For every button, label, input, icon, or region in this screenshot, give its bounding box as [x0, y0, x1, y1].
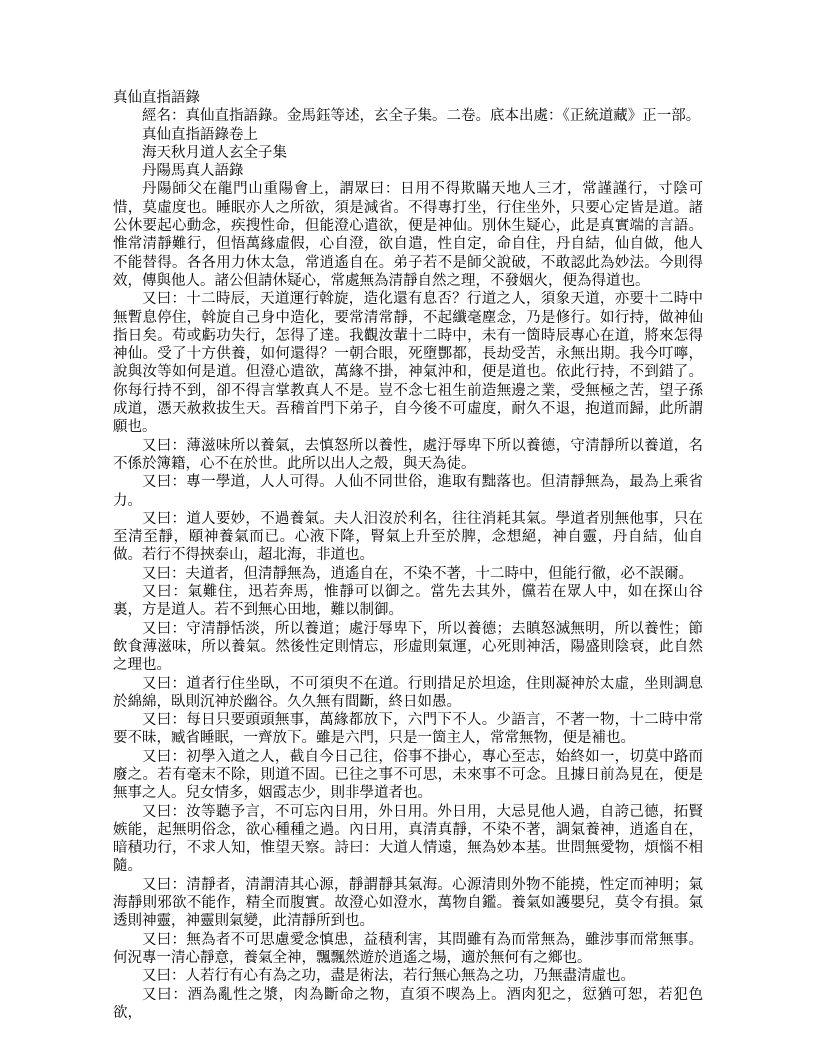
- paragraph: 又曰：每日只要頭頭無事，萬緣都放下，六門下不人。少語言，不著一物，十二時中常要不昧，臧省睡眠，一齊放下。雖是六門，只是一箇主人，常常無物，便是補也。: [113, 712, 703, 747]
- paragraph: 又曰：夫道者，但清靜無為，逍遙自在，不染不著，十二時中，但能行徹，必不誤爾。: [142, 565, 693, 582]
- document-title: 真仙直指語錄: [113, 90, 200, 106]
- paragraph: 又曰：十二時辰，天道運行斡旋，造化還有息否？行道之人，須象天道，亦要十二時中無暫息停住，斡旋自己身中造化，要常清常靜，不起纖毫塵念，乃是修行。如行持，做神仙指日矣。苟或虧功失行，怎得了達。我觀汝輩十二時中，未有一箇時辰專心在道，將來怎得神仙。受了十方供養，如何還得？一朝合眼，死墮酆都，長劫受苦，永無出期。我今叮嚀，說與汝等如何是道。但澄心遣欲，萬緣不掛，神氣沖和，便是道也。依此行持，不到錯了。你每行持不到，卻不得言掌教真人不是。豈不念七祖生前造無邊之業，受無極之苦，望子孫成道，憑天赦救拔生天。吾稽首門下弟子，自今後不可虛度，耐久不退，抱道而歸，此所謂願也。: [113, 291, 703, 436]
- paragraph: 又曰：薄滋味所以養氣，去慎怒所以養性，處汙辱卑下所以養德，守清靜所以養道，名不係於簿籍，心不在於世。此所以出人之殼，與天為徒。: [113, 437, 703, 472]
- paragraph: 丹陽師父在龍門山重陽會上，謂眾曰：日用不得欺瞞天地人三才，常謹謹行，寸陰可惜，莫虛度也。睡眠亦人之所欲，須是減省。不得專打坐，行住坐外，只要心定皆是道。諸公休要起心動念，疾搜性命，但能澄心遣欲，便是神仙。別休生疑心，此是真實端的言語。惟常清靜難行，但悟萬緣虛假，心自澄，欲自遣，性自定，命自住，丹自結，仙自做，他人不能替得。各各用力休太急，常逍遙自在。弟子若不是師父說破，不敢認此為妙法。今則得效，傳與他人。諸公但請休疑心，常處無為清靜自然之理，不發姻火，便為得道也。: [113, 181, 703, 289]
- paragraph: 又曰：氣難住，迅若奔馬，惟靜可以御之。當先去其外，儻若在眾人中，如在探山谷裏，方是道人。若不到無心田地，難以制御。: [113, 584, 703, 619]
- paragraph: 又曰：初學入道之人，截自今日己往，俗事不掛心，專心至志，始終如一，切莫中路而廢之。若有毫末不除，則道不固。已往之事不可思，未來事不可念。且據日前為見在，便是無事之人。兒女情多，姻霞志少，則非學道者也。: [113, 748, 703, 802]
- paragraph: 又曰：道人要妙，不過養氣。夫人汨沒於利名，往往消耗其氣。學道者別無他事，只在至清至靜，頤神養氣而已。心液下降，腎氣上升至於脾，念想絕，神自靈，丹自結，仙自做。若行不得挾泰山，超北海，非道也。: [113, 510, 703, 564]
- paragraph: 又曰：守清靜恬淡，所以養道；處汙辱卑下，所以養德；去瞋怒滅無明，所以養性；節飲食薄滋味，所以養氣。然後性定則情忘，形虛則氣運，心死則神活，陽盛則陰衰，此自然之理也。: [113, 620, 703, 674]
- paragraph: 又曰：專一學道，人人可得。人仙不同世俗，進取有黜落也。但清靜無為，最為上乘省力。: [113, 474, 703, 509]
- paragraph: 又曰：無為者不可思慮愛念慎患，益積利害，其問雖有為而常無為，雖涉事而常無事。何況專一清心靜意，養氣全神，飄飄然遊於逍遙之場，適於無何有之鄉也。: [113, 931, 703, 966]
- paragraph: 又曰：清靜者，清謂清其心源，靜謂靜其氣海。心源清則外物不能撓，性定而神明；氣海靜則邪欲不能作，精全而腹實。故澄心如澄水，萬物自鑑。養氣如護嬰兒，莫令有損。氣透則神靈，神靈則氣變，此清靜所到也。: [113, 876, 703, 930]
- paragraph: 又曰：人若行有心有為之功，盡是術法，若行無心無為之功，乃無盡清虛也。: [142, 968, 635, 985]
- document-content: [113, 89, 703, 1022]
- front-matter-line: 經名：真仙直指語錄。金馬鈺等述，玄全子集。二卷。底本出處：《正統道藏》正一部。: [142, 108, 701, 125]
- front-matter-line: 海天秋月道人玄全子集: [142, 144, 287, 161]
- front-matter-line: 真仙直指語錄卷上: [142, 126, 258, 143]
- paragraph: 又曰：酒為亂性之漿，肉為斷命之物，直須不喫為上。酒肉犯之，愆猶可恕，若犯色欲，: [113, 986, 703, 1021]
- front-matter-line: 丹陽馬真人語錄: [142, 163, 244, 180]
- paragraph: 又曰：汝等聽予言，不可忘內日用，外日用。外日用，大忌見他人過，自誇己德，拓賢嫉能，起無明俗念，欲心種種之過。內日用，真清真靜，不染不著，調氣養神，逍遙自在，暗積功行，不求人知，惟望天察。詩曰：大道人情遠，無為妙本基。世問無愛物，煩惱不相隨。: [113, 803, 703, 875]
- paragraph: 又曰：道者行住坐臥，不可須臾不在道。行則措足於坦途，住則凝神於太虛，坐則調息於綿綿，臥則沉神於幽谷。久久無有間斷，終日如愚。: [113, 675, 703, 710]
